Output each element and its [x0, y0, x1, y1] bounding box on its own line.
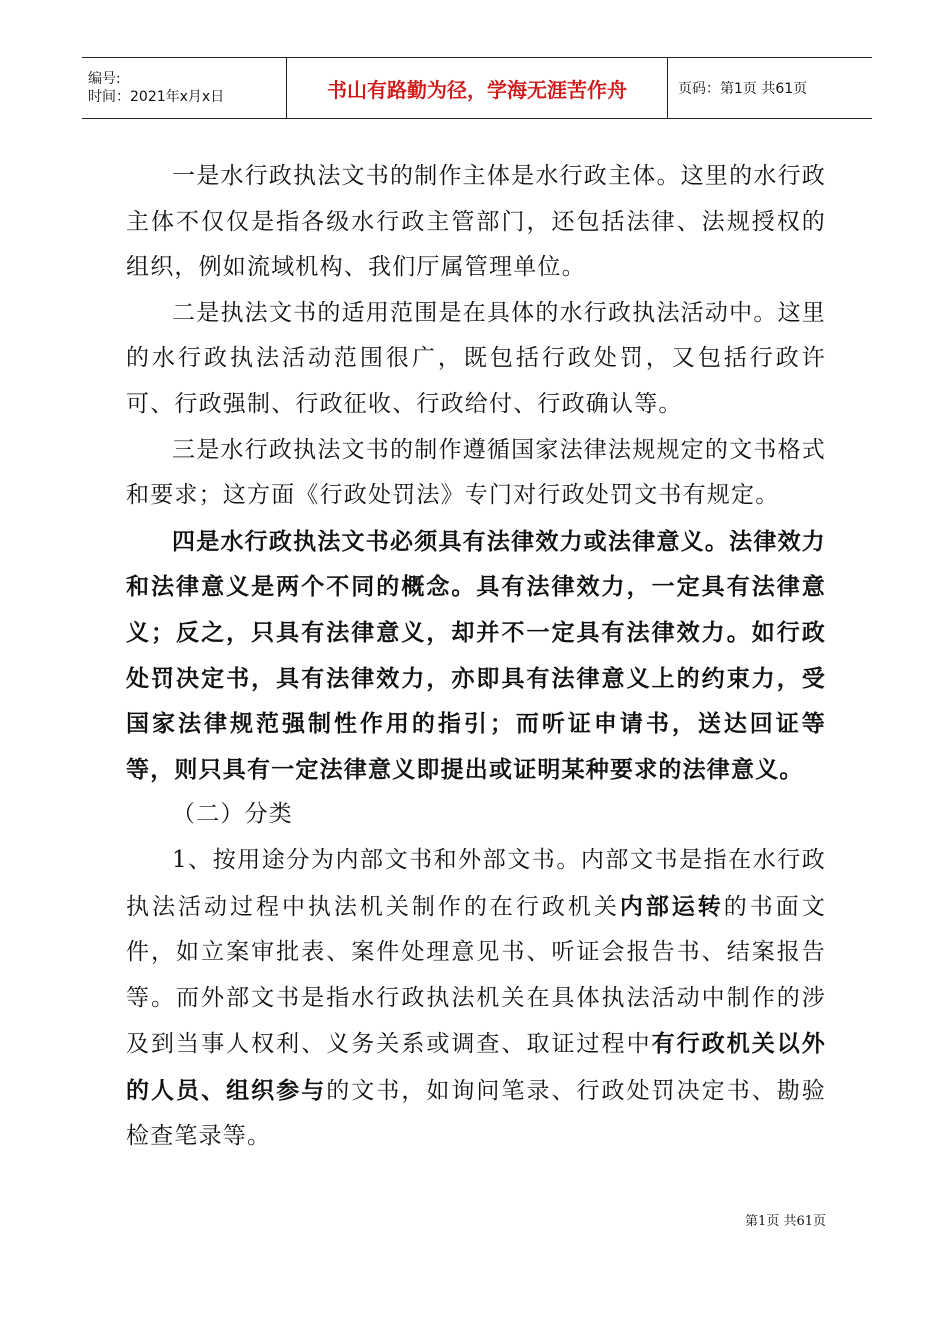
p5-text-a: 1、按用途分为内部文书和外部文书。内部文书是指在水行政执法活动过程中执法机关制作的在行政机关 — [126, 846, 826, 920]
paragraph-3: 三是水行政执法文书的制作遵循国家法律法规规定的文书格式和要求；这方面《行政处罚法》专门对行政处罚文书有规定。 — [126, 436, 826, 509]
section-heading: （二）分类 — [172, 801, 293, 828]
p5-text-c: 的书面文件，如立案审批表、案件处理意见书、听证会报告书、结案报告等。而外部文书是指水行政执法机关在具体执法活动中制作的涉及到当事人权利、义务关系或调查、取证过程中 — [126, 893, 826, 1058]
page-footer: 第1页 共61页 — [745, 1214, 826, 1229]
header-page-info: 页码：第1页 共61页 — [678, 81, 808, 97]
page-header — [82, 57, 872, 119]
p5-emphasis-external: 有行政机关以外的人员、组织参与 — [126, 1030, 827, 1104]
p5-text-e: 的文书，如询问笔录、行政处罚决定书、勘验检查笔录等。 — [126, 1077, 826, 1150]
header-motto: 书山有路勤为径，学海无涯苦作舟 — [327, 77, 627, 102]
date-label: 时间：2021年x月x日 — [88, 89, 225, 105]
header-motto-cell — [286, 58, 668, 118]
number-label: 编号: — [88, 71, 121, 87]
paragraph-4: 四是水行政执法文书必须具有法律效力或法律意义。法律效力和法律意义是两个不同的概念。具有法律效力，一定具有法律意义；反之，只具有法律意义，却并不一定具有法律效力。如行政处罚决定书，具有法律效力，亦即具有法律意义上的约束力，受国家法律规范强制性作用的指引；而听证申请书，送达回证等等，则只具有一定法律意义即提出或证明某种要求的法律意义。 — [126, 527, 826, 783]
paragraph-1: 一是水行政执法文书的制作主体是水行政主体。这里的水行政主体不仅仅是指各级水行政主管部门，还包括法律、法规授权的组织，例如流域机构、我们厅属管理单位。 — [126, 163, 826, 281]
header-meta — [82, 58, 286, 118]
paragraph-5 — [126, 838, 826, 1160]
document-body — [126, 154, 826, 1160]
p5-emphasis-internal: 内部运转 — [619, 892, 724, 920]
paragraph-2: 二是执法文书的适用范围是在具体的水行政执法活动中。这里的水行政执法活动范围很广，既包括行政处罚，又包括行政许可、行政强制、行政征收、行政给付、行政确认等。 — [126, 299, 826, 417]
